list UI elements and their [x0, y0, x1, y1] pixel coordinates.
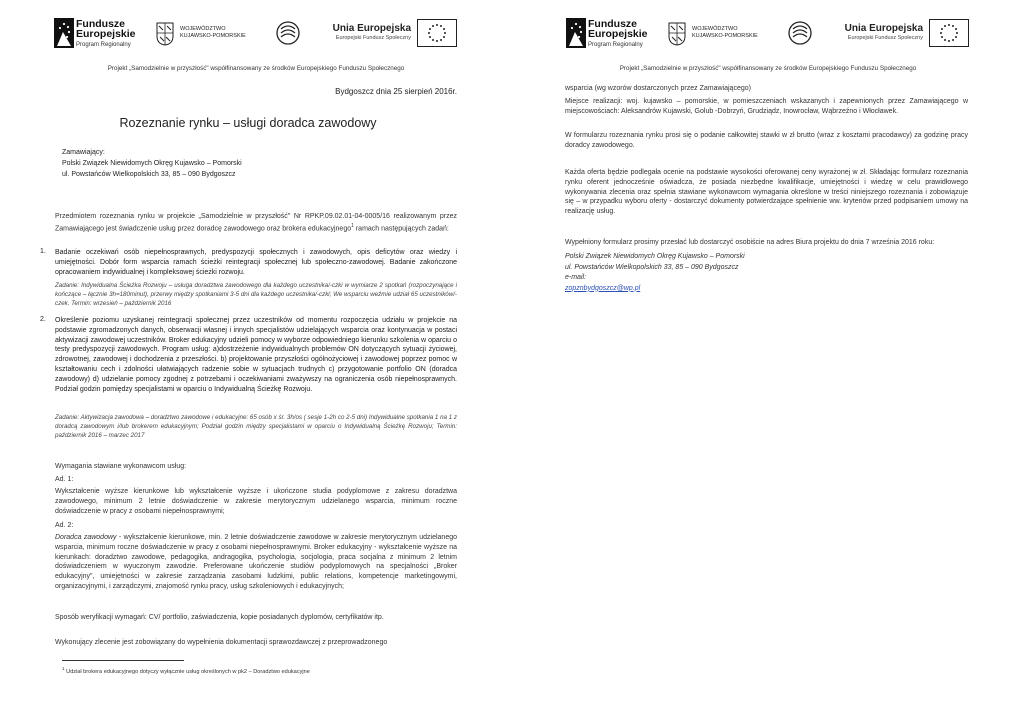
- requirements-title: Wymagania stawiane wykonawcom usług:: [55, 463, 187, 470]
- eu-flag-icon: [417, 19, 457, 47]
- place-text: Miejsce realizacji: woj. kujawsko – pomorskie, w pomieszczeniach wskazanych i zapewnionych przez Zamawiającego w miejscowościach: Aleksandrów Kujawski, Golub -Dobrzyń, Grudziądz, Inowrocław, Wąbrzeźno i Włocławek.: [565, 98, 968, 115]
- fe-logo-line2-right: Europejskie: [588, 28, 648, 40]
- contact-address: ul. Powstańców Wielkopolskich 33, 85 – 090 Bydgoszcz: [565, 263, 739, 271]
- price-text: W formularzu rozeznania rynku prosi się o podanie całkowitej stawki w zł brutto (wraz z kosztami pracodawcy) za godzinę pracy doradcy zawodowego.: [565, 132, 968, 149]
- footnote-text: Udział brokera edukacyjnego dotyczy wyłącznie usług określonych w pk2 – Doradztwo edukacyjne: [64, 668, 310, 675]
- continuation-text: wsparcia (wg wzorów dostarczonych przez Zamawiającego): [565, 85, 751, 92]
- item-1-note: Zadanie: Indywidualna Ścieżka Rozwoju – usługa doradztwa zawodowego dla każdego uczestnika/-czki w wymiarze 2 spotkań (rozpoczynające i kończące – łącznie 3h=180minut), przerwy między spotkaniami 3-5 dni dla każdego uczestnika/-czki; We wsparciu weźmie udział 65 uczestników/-czek. Termin: wrzesień – październik 2016: [55, 282, 457, 307]
- verify-text: Sposób weryfikacji wymagań: CV/ portfolio, zaświadczenia, kopie posiadanych dyplomów, certyfikatów itp.: [55, 614, 384, 621]
- header-logos-right: [566, 16, 971, 52]
- ue-subtitle: Europejski Fundusz Społeczny: [335, 35, 411, 41]
- region-line1: WOJEWÓDZTWO: [180, 26, 226, 32]
- ue-subtitle-right: Europejski Fundusz Społeczny: [847, 35, 923, 41]
- item-1-text: Badanie oczekiwań osób niepełnosprawnych, predyspozycji społecznych i zawodowych, opis deficytów oraz wiedzy i umiejętności. Dobór form wsparcia ramach ścieżki reintegracji społecznej lub społeczno-zawodowej. Badanie zakończone opracowaniem indywidualnej i kompleksowej ścieżki rozwoju.: [55, 249, 457, 276]
- ue-text-block-right: [828, 23, 923, 41]
- fe-logo-line1: Fundusze: [76, 18, 125, 30]
- contact-name: Polski Związek Niewidomych Okręg Kujawsko – Pomorski: [565, 253, 745, 260]
- email-link[interactable]: zopznbydgoszcz@wp.pl: [565, 284, 641, 292]
- ad2-label: Ad. 2:: [55, 522, 74, 529]
- project-line: Projekt „Samodzielnie w przyszłość" współfinansowany ze środków Europejskiego Funduszu Społecznego: [107, 65, 405, 72]
- footnote-mark: 1: [62, 666, 65, 671]
- document-date: Bydgoszcz dnia 25 sierpień 2016r.: [335, 87, 457, 96]
- fe-mark-icon: [566, 18, 586, 48]
- region-line2-right: KUJAWSKO-POMORSKIE: [692, 33, 758, 39]
- email-label: e-mail:: [565, 274, 587, 281]
- eu-flag-icon: [929, 19, 969, 47]
- footnote-rule: [62, 660, 184, 661]
- ue-swirl-icon: [788, 21, 812, 45]
- fundusze-europejskie-logo: [54, 16, 144, 52]
- ue-text-block: [316, 23, 411, 41]
- footnote: [62, 666, 310, 675]
- contact-block: [565, 252, 745, 294]
- ad1-text: Wykształcenie wyższe kierunkowe lub wykształcenie wyższe i ukończone studia podyplomowe z zakresu doradztwa zawodowego, minimum 2 letnie doświadczenie w zakresie merytorycznym udzielanego wsparcia, minimum roczne doświadczenie w pracy z osobami niepełnosprawnymi;: [55, 488, 457, 515]
- ad2-paragraph: [55, 533, 457, 592]
- contact-email-line: [565, 273, 745, 294]
- obligation-text: Wykonujący zlecenie jest zobowiązany do wypełnienia dokumentacji sprawozdawczej z przeprowadzonego: [55, 639, 388, 646]
- item-2-note: Zadanie: Aktywizacja zawodowa – doradztwo zawodowe i edukacyjne: 65 osób x śr. 3h/os ( sesje 1-2h co 2-5 dni) Indywidualne spotkania 1 na 1 z doradcą zawodowym i/lub brokerem edukacyjnym; Podział godzin między specjalistami w oparciu o Indywidualną Ścieżkę Rozwoju; Termin: październik 2016 – marzec 2017: [55, 414, 457, 439]
- client-name: Polski Związek Niewidomych Okręg Kujawsko – Pomorski: [62, 160, 242, 167]
- region-crest-icon: [668, 22, 686, 46]
- ad1-label: Ad. 1:: [55, 476, 74, 483]
- header-logos: [54, 16, 459, 52]
- fe-logo-line3: Program Regionalny: [76, 42, 131, 48]
- client-address: ul. Powstańców Wielkopolskich 33, 85 – 090 Bydgoszcz: [62, 171, 236, 178]
- intro-paragraph: [55, 212, 457, 234]
- client-label: Zamawiający:: [62, 149, 105, 156]
- send-text: Wypełniony formularz prosimy przesłać lub dostarczyć osobiście na adres Biura projektu do dnia 7 września 2016 roku:: [565, 239, 935, 246]
- fe-mark-icon: [54, 18, 74, 48]
- intro-tail: ramach następujących zadań:: [353, 225, 449, 233]
- region-crest-icon: [156, 22, 174, 46]
- fe-logo-line1-right: Fundusze: [588, 18, 637, 30]
- ue-title: Unia Europejska: [332, 23, 411, 34]
- project-line-right: Projekt „Samodzielnie w przyszłość" współfinansowany ze środków Europejskiego Funduszu Społecznego: [619, 65, 917, 72]
- ad2-text: - wykształcenie kierunkowe, min. 2 letnie doświadczenie zawodowe w zakresie merytorycznym udzielanego wsparcia, minimum roczne doświadczenie w pracy z osobami niepełnosprawnymi. Broker edukacyjny - wykształcenie wyższe na kierunkach: doradztwo zawodowe, pedagogika, andragogika, psychologia, socjologia, praca socjalna z minimum 2 letnim doświadczeniem w wyuczonym zawodzie. Preferowane ukończenie studiów podyplomowych na specjalności „Broker edukacyjny", umiejętności w zakresie zarządzania zasobami ludzkimi, public relations, kompetencje marketingowymi, organizacyjnymi, i zarządczymi, znajomość rynku pracy, usług szkoleniowych i edukacyjnych;: [55, 534, 457, 590]
- ad2-role: Doradca zawodowy: [55, 534, 117, 541]
- intro-footnote-mark: 1: [351, 222, 354, 229]
- ue-title-right: Unia Europejska: [844, 23, 923, 34]
- fundusze-europejskie-logo-right: [566, 16, 656, 52]
- item-2-text: Określenie poziomu uzyskanej reintegracji społecznej przez uczestników od momentu rozpoczęcia udziału w projekcie na podstawie zgromadzonych danych, obserwacji własnej i innych specjalistów udzielających wsparcia oraz kontynuacja w postaci aktywizacji zawodowej uczestników. Broker edukacyjny udzieli pomocy w wyborze odpowiedniego kierunku szkolenia w oparciu o testy predyspozycji zawodowych. Program usług: a)dostrzeżenie indywidualnych problemów ON dotyczących sytuacji życiowej, zdrowotnej, zawodowej i dochodzenia z przeszłości. b) projektowanie przyszłości ogólnożyciowej i zawodowej poprzez pomoc w kształtowaniu cech i zdolności ułatwiających radzenie sobie w sytuacjach trudnych c) przygotowanie portfolio ON (doradca zawodowy) d) udzielanie pomocy zgodnej z potrzebami i oczekiwaniami zważywszy na ograniczenia osób niepełnosprawnych. Podział godzin pomiędzy specjalistami w oparciu o Indywidualną Ścieżkę Rozwoju.: [55, 317, 457, 393]
- region-line2: KUJAWSKO-POMORSKIE: [180, 33, 246, 39]
- document-title: Rozeznanie rynku – usługi doradca zawodowy: [119, 116, 377, 130]
- region-logo: [156, 22, 256, 48]
- fe-logo-line3-right: Program Regionalny: [588, 42, 643, 48]
- fe-logo-line2: Europejskie: [76, 28, 136, 40]
- offer-text: Każda oferta będzie podlegała ocenie na podstawie wysokości oferowanej ceny wyrażonej w zł. Składając formularz rozeznania rynku oferent jednocześnie oświadcza, że posiada niezbędne kwalifikacje, umiejętności i wiedzę w celu prawidłowego wykonywania zlecenia oraz spełnia stawiane wykonawcom wymagania określone w treści niniejszego rozeznania i zobowiązuje się – w przypadku wyboru oferty - dostarczyć dokumenty potwierdzające spełnienie ww. kryteriów przed podpisaniem umowy na realizację usług.: [565, 169, 968, 216]
- region-line1-right: WOJEWÓDZTWO: [692, 26, 738, 32]
- item-2-number: 2.: [40, 316, 46, 323]
- intro-text: Przedmiotem rozeznania rynku w projekcie „Samodzielnie w przyszłość" Nr RPKP.09.02.01-04-0005/16 realizowanym przez Zamawiającego jest świadczenie usług przez doradcę zawodowego oraz brokera edukacyjnego: [55, 213, 457, 233]
- region-logo-right: [668, 22, 768, 48]
- client-block: [62, 147, 242, 180]
- ue-swirl-icon: [276, 21, 300, 45]
- item-1-number: 1.: [40, 248, 46, 255]
